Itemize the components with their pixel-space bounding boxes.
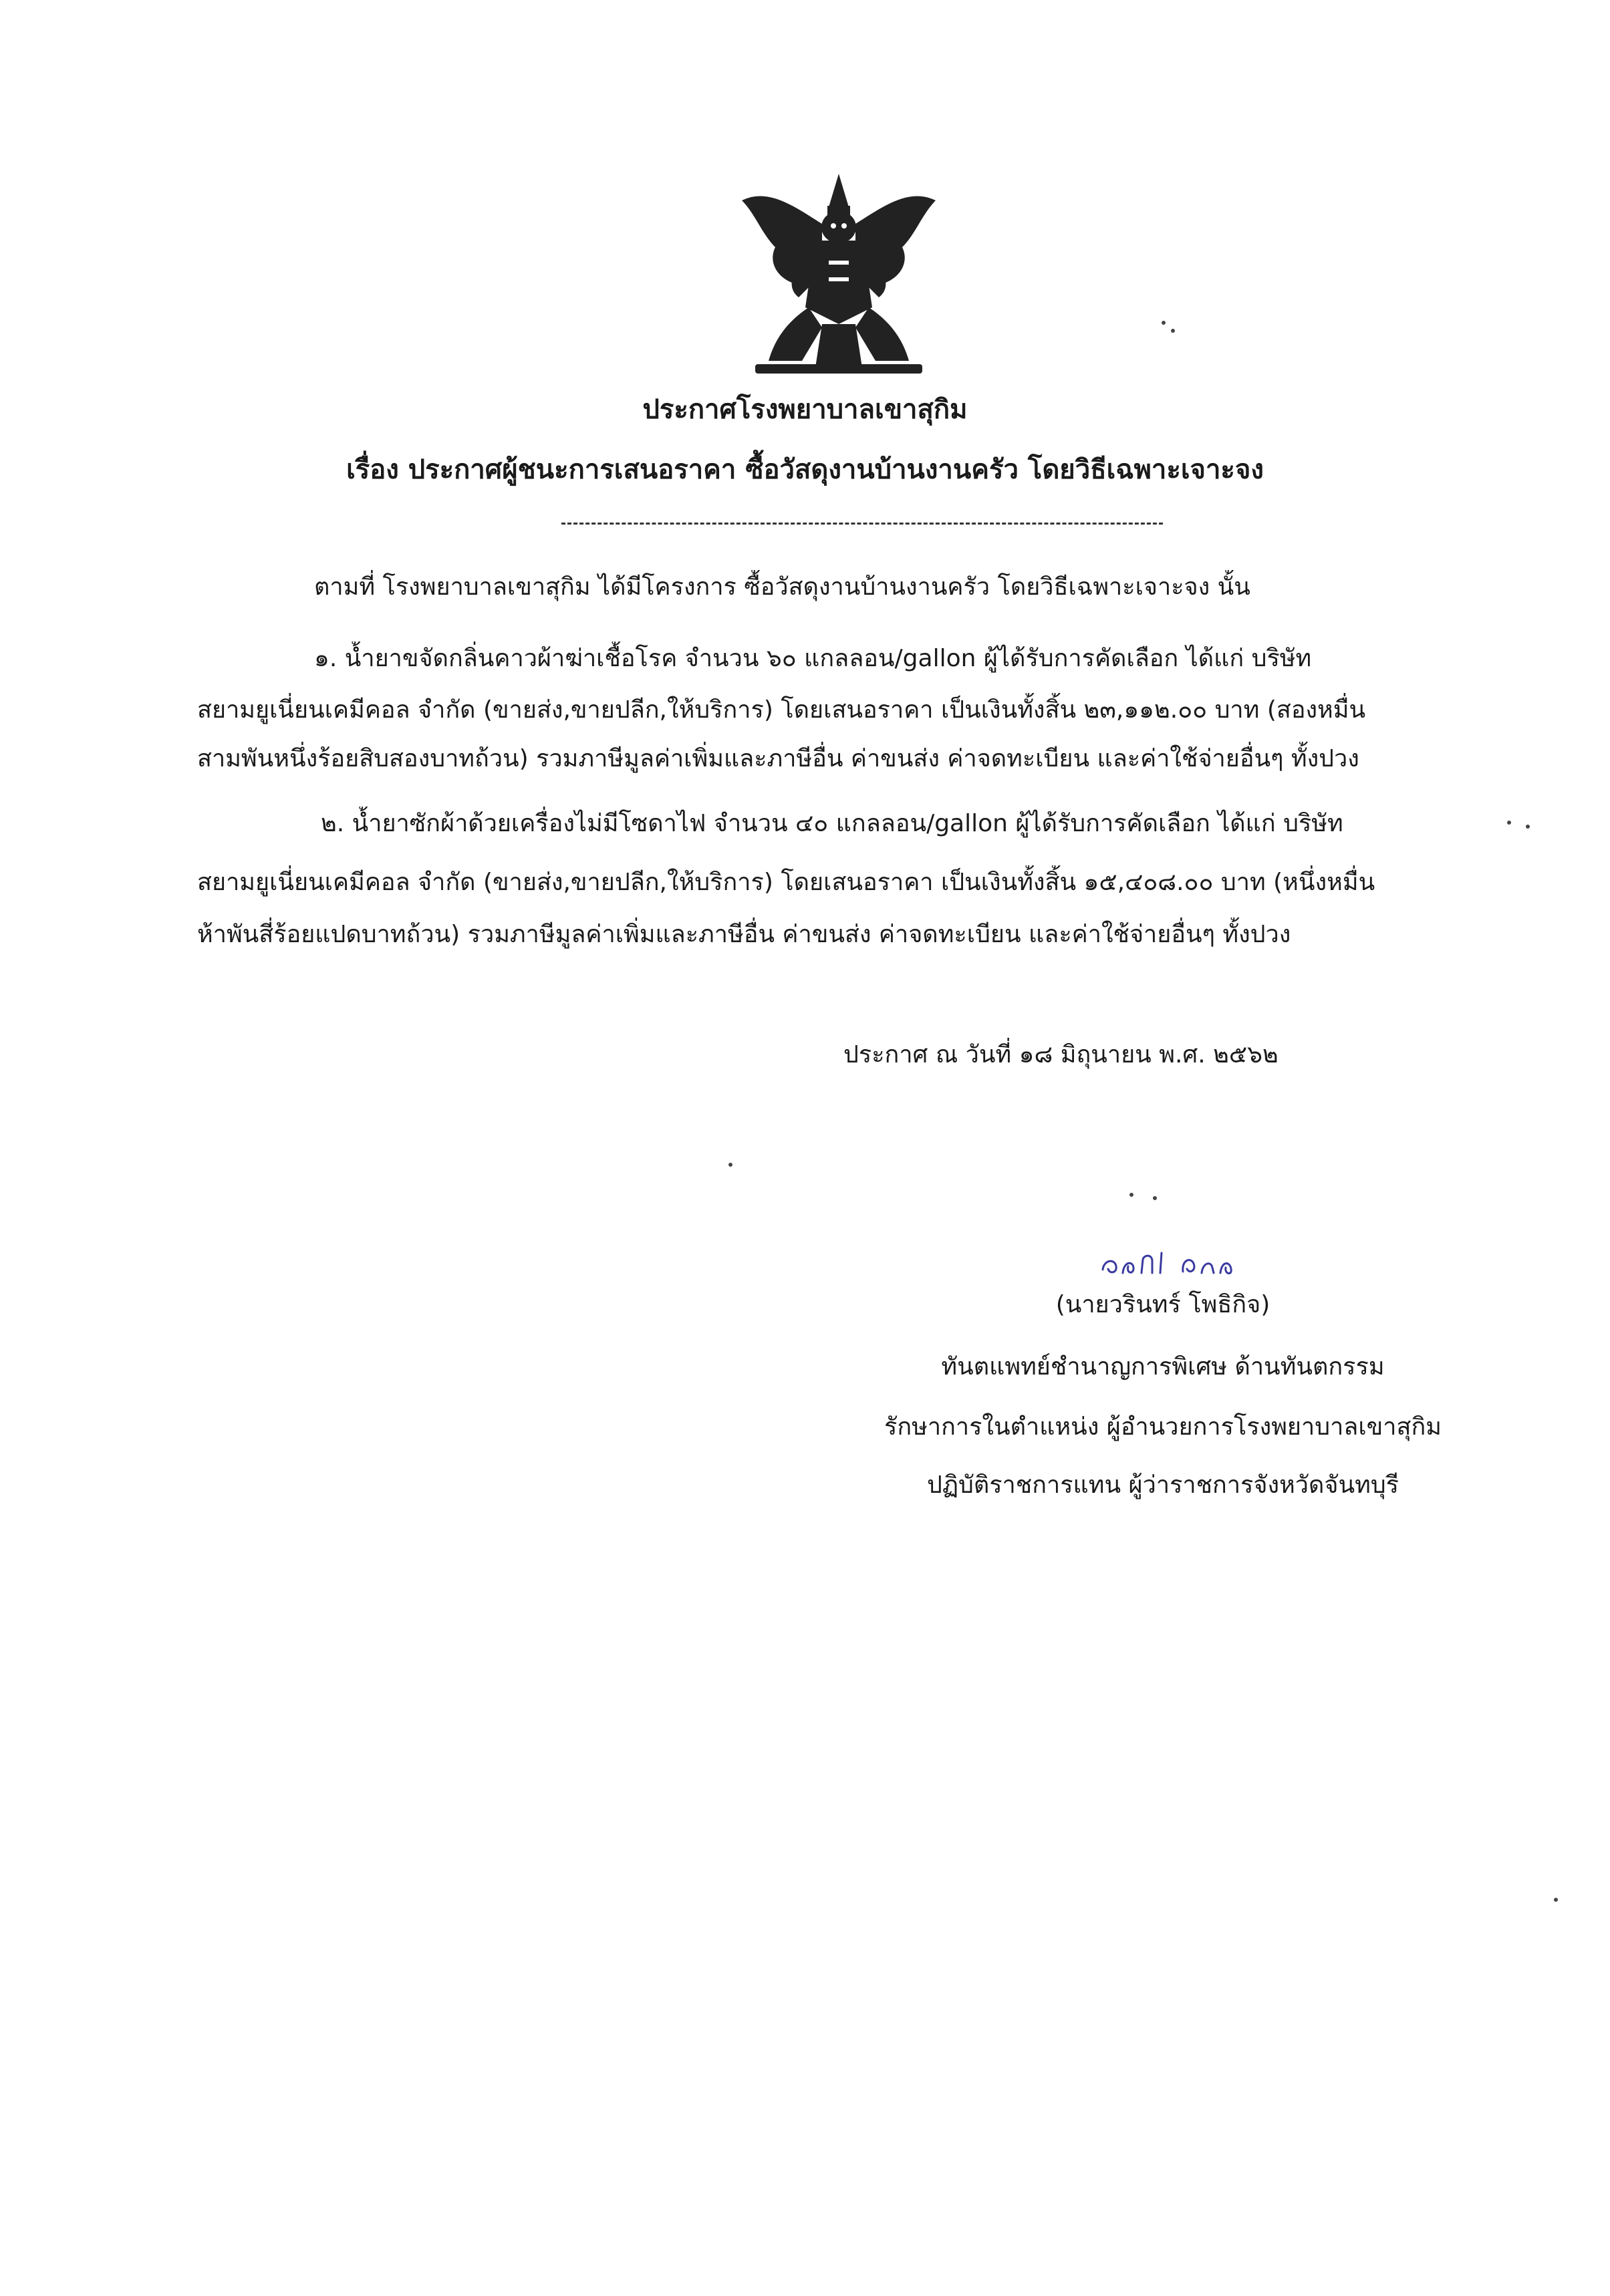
scan-speck [1526,825,1530,829]
scan-speck [1153,1196,1157,1200]
handwritten-signature [1096,1233,1256,1286]
scan-speck [1129,1193,1133,1197]
item1-line3: สามพันหนึ่งร้อยสิบสองบาทถ้วน) รวมภาษีมูลค่าเพิ่มและภาษีอื่น ค่าขนส่ง ค่าจดทะเบียน และค่าใช้จ่ายอื่นๆ ทั้งปวง [197,745,1359,772]
item2-line1: ๒. น้ำยาซักผ้าด้วยเครื่องไม่มีโซดาไฟ จำนวน ๔๐ แกลลอน/gallon ผู้ได้รับการคัดเลือก ได้แก่ บริษัท [321,810,1343,837]
title-divider [561,523,1163,525]
item2-line2: สยามยูเนี่ยนเคมีคอล จำกัด (ขายส่ง,ขายปลีก,ให้บริการ) โดยเสนอราคา เป็นเงินทั้งสิ้น ๑๕,๔๐๘.๐๐ บาท (หนึ่งหมื่น [197,869,1375,896]
scan-speck [1554,1898,1558,1902]
item1-line1: ๑. น้ำยาขจัดกลิ่นคาวผ้าฆ่าเชื้อโรค จำนวน ๖๐ แกลลอน/gallon ผู้ได้รับการคัดเลือก ได้แก่ บริษัท [314,645,1312,672]
signatory-position-2: รักษาการในตำแหน่ง ผู้อำนวยการโรงพยาบาลเขาสุกิม [884,1413,1442,1441]
announcement-subject: เรื่อง ประกาศผู้ชนะการเสนอราคา ซื้อวัสดุงานบ้านงานครัว โดยวิธีเฉพาะเจาะจง [346,454,1264,485]
garuda-emblem-icon [728,160,949,381]
item1-line2: สยามยูเนี่ยนเคมีคอล จำกัด (ขายส่ง,ขายปลีก,ให้บริการ) โดยเสนอราคา เป็นเงินทั้งสิ้น ๒๓,๑๑๒.๐๐ บาท (สองหมื่น [197,696,1366,724]
scan-speck [728,1163,732,1167]
scan-speck [1507,821,1511,825]
announcement-title: ประกาศโรงพยาบาลเขาสุกิม [642,394,968,425]
signatory-name: (นายวรินทร์ โพธิกิจ) [1055,1291,1270,1318]
signatory-position-1: ทันตแพทย์ชำนาญการพิเศษ ด้านทันตกรรม [941,1353,1385,1381]
item2-line3: ห้าพันสี่ร้อยแปดบาทถ้วน) รวมภาษีมูลค่าเพิ่มและภาษีอื่น ค่าขนส่ง ค่าจดทะเบียน และค่าใช้จ่ายอื่นๆ ทั้งปวง [197,921,1291,948]
intro-paragraph: ตามที่ โรงพยาบาลเขาสุกิม ได้มีโครงการ ซื้อวัสดุงานบ้านงานครัว โดยวิธีเฉพาะเจาะจง นั้น [314,573,1250,601]
scan-speck [1162,321,1166,325]
announcement-date: ประกาศ ณ วันที่ ๑๘ มิถุนายน พ.ศ. ๒๕๖๒ [843,1041,1279,1068]
signatory-position-3: ปฏิบัติราชการแทน ผู้ว่าราชการจังหวัดจันทบุรี [926,1471,1399,1499]
scan-speck [1171,329,1175,333]
